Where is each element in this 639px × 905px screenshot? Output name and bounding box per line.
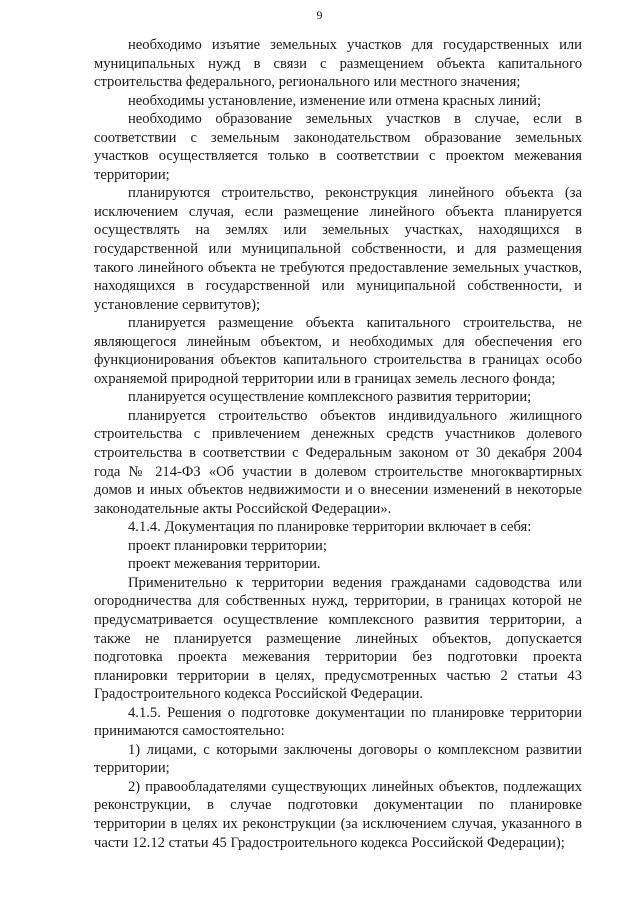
paragraph: проект планировки территории; [128, 537, 327, 554]
paragraph: планируется размещение объекта капитального строительства, не являющегося линейным объектом, и необходимых для обеспечения его функционирования объектов капитального строительства в границах особо охраняемой природной территории или в границах земель лесного фонда; [94, 315, 582, 387]
section-heading-4-1-4: 4.1.4. Документация по планировке территории включает в себя: [128, 519, 532, 536]
list-item: 2) правообладателями существующих линейных объектов, подлежащих реконструкции, в случае подготовки документации по планировке территории в целях их реконструкции (за исключением случая, указанного в части 12.12 статьи 45 Градостроительного кодекса Российской Федерации); [94, 778, 582, 851]
paragraph: планируется строительство объектов индивидуального жилищного строительства с привлечением денежных средств участников долевого строительства в соответствии с Федеральным законом от 30 декабря 2004 года № 214-ФЗ «Об участии в долевом строительстве многоквартирных домов и иных объектов недвижимости и о внесении изменений в некоторые законодательные акты Российской Федерации». [94, 407, 582, 517]
paragraph: необходимы установление, изменение или отмена красных линий; [128, 92, 542, 109]
paragraph: планируются строительство, реконструкция линейного объекта (за исключением случая, если размещение линейного объекта планируется осуществлять на землях или земельных участках, находящихся в государственной или муниципальной собственности, и для размещения такого линейного объекта не требуются предоставление земельных участков, находящихся в государственной или муниципальной собственности, и установление сервитутов); [94, 185, 582, 313]
document-body [94, 36, 582, 852]
paragraph: необходимо образование земельных участков в случае, если в соответствии с земельным законодательством образование земельных участков осуществляется только в соответствии с проектом межевания территории; [94, 111, 582, 183]
section-heading-4-1-5: 4.1.5. Решения о подготовке документации по планировке территории принимаются самостоятельно: [94, 704, 582, 740]
paragraph: планируется осуществление комплексного развития территории; [128, 389, 532, 406]
paragraph: Применительно к территории ведения гражданами садоводства или огородничества для собственных нужд, территории, в границах которой не предусматривается осуществление комплексного развития территории, а также не планируется размещение линейных объектов, допускается подготовка проекта межевания территории без подготовки проекта планировки территории в целях, предусмотренных частью 2 статьи 43 Градостроительного кодекса Российской Федерации. [94, 574, 582, 703]
paragraph: необходимо изъятие земельных участков для государственных или муниципальных нужд в связи с размещением объекта капитального строительства федерального, регионального или местного значения; [94, 37, 582, 91]
paragraph: проект межевания территории. [128, 556, 321, 573]
list-item: 1) лицами, с которыми заключены договоры о комплексном развитии территории; [94, 741, 582, 777]
page-number: 9 [316, 8, 323, 22]
